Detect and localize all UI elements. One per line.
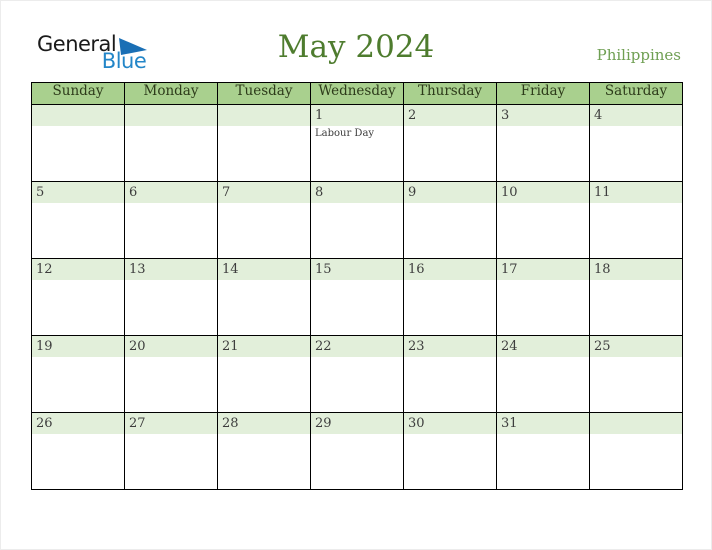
day-cell-24: [497, 336, 590, 413]
logo-text-general: General: [37, 32, 117, 56]
week-row-2: [32, 182, 683, 259]
day-body: [311, 203, 403, 205]
day-body: [590, 126, 682, 128]
day-cell-25: [590, 336, 683, 413]
day-cell-18: [590, 259, 683, 336]
day-number: 23: [404, 336, 496, 357]
day-number: 2: [404, 105, 496, 126]
day-number: 11: [590, 182, 682, 203]
day-number: [125, 105, 217, 126]
day-number: 21: [218, 336, 310, 357]
day-cell-16: [404, 259, 497, 336]
day-body: [218, 203, 310, 205]
day-number: 26: [32, 413, 124, 434]
day-cell-21: [218, 336, 311, 413]
day-cell-20: [125, 336, 218, 413]
weekday-header-sunday: Sunday: [32, 83, 125, 105]
day-body: [125, 203, 217, 205]
day-number: 25: [590, 336, 682, 357]
day-number: 19: [32, 336, 124, 357]
region-label: Philippines: [596, 46, 681, 64]
day-number: 30: [404, 413, 496, 434]
day-cell-10: [497, 182, 590, 259]
weekday-header-row: [32, 83, 683, 105]
day-body: [497, 203, 589, 205]
day-cell-empty: [590, 413, 683, 490]
day-number: 24: [497, 336, 589, 357]
day-body: [32, 434, 124, 436]
weekday-header-tuesday: Tuesday: [218, 83, 311, 105]
day-number: 7: [218, 182, 310, 203]
day-number: 5: [32, 182, 124, 203]
day-body: [32, 357, 124, 359]
page-title: May 2024: [277, 29, 435, 65]
day-cell-14: [218, 259, 311, 336]
day-number: [590, 413, 682, 434]
day-body: [590, 434, 682, 436]
day-number: 31: [497, 413, 589, 434]
day-cell-6: [125, 182, 218, 259]
day-number: 20: [125, 336, 217, 357]
day-body: [125, 126, 217, 128]
holiday-label: Labour Day: [315, 128, 375, 139]
day-number: 14: [218, 259, 310, 280]
day-number: 6: [125, 182, 217, 203]
calendar-body: [32, 105, 683, 490]
day-body: [497, 280, 589, 282]
day-cell-11: [590, 182, 683, 259]
day-body: [404, 280, 496, 282]
day-body: [32, 280, 124, 282]
day-body: [32, 203, 124, 205]
day-number: 12: [32, 259, 124, 280]
day-number: 16: [404, 259, 496, 280]
day-number: [32, 105, 124, 126]
day-cell-15: [311, 259, 404, 336]
day-body: [311, 434, 403, 436]
day-body: [218, 280, 310, 282]
day-cell-22: [311, 336, 404, 413]
day-cell-12: [32, 259, 125, 336]
day-cell-19: [32, 336, 125, 413]
day-number: 28: [218, 413, 310, 434]
day-body: [590, 203, 682, 205]
day-cell-29: [311, 413, 404, 490]
day-body: [404, 203, 496, 205]
day-cell-2: [404, 105, 497, 182]
week-row-3: [32, 259, 683, 336]
day-number: 1: [311, 105, 403, 126]
day-cell-8: [311, 182, 404, 259]
day-cell-7: [218, 182, 311, 259]
day-cell-23: [404, 336, 497, 413]
day-number: 15: [311, 259, 403, 280]
day-cell-30: [404, 413, 497, 490]
day-body: [590, 357, 682, 359]
day-number: 22: [311, 336, 403, 357]
day-body: [218, 126, 310, 128]
weekday-header-thursday: Thursday: [404, 83, 497, 105]
day-cell-empty: [125, 105, 218, 182]
day-number: 4: [590, 105, 682, 126]
day-number: 27: [125, 413, 217, 434]
week-row-5: [32, 413, 683, 490]
day-cell-13: [125, 259, 218, 336]
day-body: [311, 280, 403, 282]
day-number: 18: [590, 259, 682, 280]
day-cell-5: [32, 182, 125, 259]
day-body: [497, 357, 589, 359]
day-cell-27: [125, 413, 218, 490]
day-cell-26: [32, 413, 125, 490]
day-cell-1: [311, 105, 404, 182]
day-cell-28: [218, 413, 311, 490]
calendar-grid: [31, 82, 683, 490]
day-body: [125, 280, 217, 282]
weekday-header-friday: Friday: [497, 83, 590, 105]
day-number: [218, 105, 310, 126]
weekday-header-wednesday: Wednesday: [311, 83, 404, 105]
day-body: [125, 434, 217, 436]
day-cell-9: [404, 182, 497, 259]
day-number: 17: [497, 259, 589, 280]
day-body: [404, 357, 496, 359]
day-cell-31: [497, 413, 590, 490]
logo-text-blue: Blue: [101, 49, 147, 73]
week-row-4: [32, 336, 683, 413]
day-cell-3: [497, 105, 590, 182]
day-cell-empty: [32, 105, 125, 182]
day-body: [32, 126, 124, 128]
day-number: 8: [311, 182, 403, 203]
day-body: [218, 357, 310, 359]
day-body: [497, 126, 589, 128]
day-body: [404, 126, 496, 128]
day-number: 3: [497, 105, 589, 126]
day-body: [404, 434, 496, 436]
day-number: 29: [311, 413, 403, 434]
day-body: [590, 280, 682, 282]
day-cell-4: [590, 105, 683, 182]
weekday-header-monday: Monday: [125, 83, 218, 105]
day-body: [218, 434, 310, 436]
day-number: 13: [125, 259, 217, 280]
day-body: [311, 357, 403, 359]
weekday-header-saturday: Saturday: [590, 83, 683, 105]
day-number: 10: [497, 182, 589, 203]
day-number: 9: [404, 182, 496, 203]
week-row-1: [32, 105, 683, 182]
day-cell-empty: [218, 105, 311, 182]
day-body: [497, 434, 589, 436]
day-body: [125, 357, 217, 359]
day-cell-17: [497, 259, 590, 336]
